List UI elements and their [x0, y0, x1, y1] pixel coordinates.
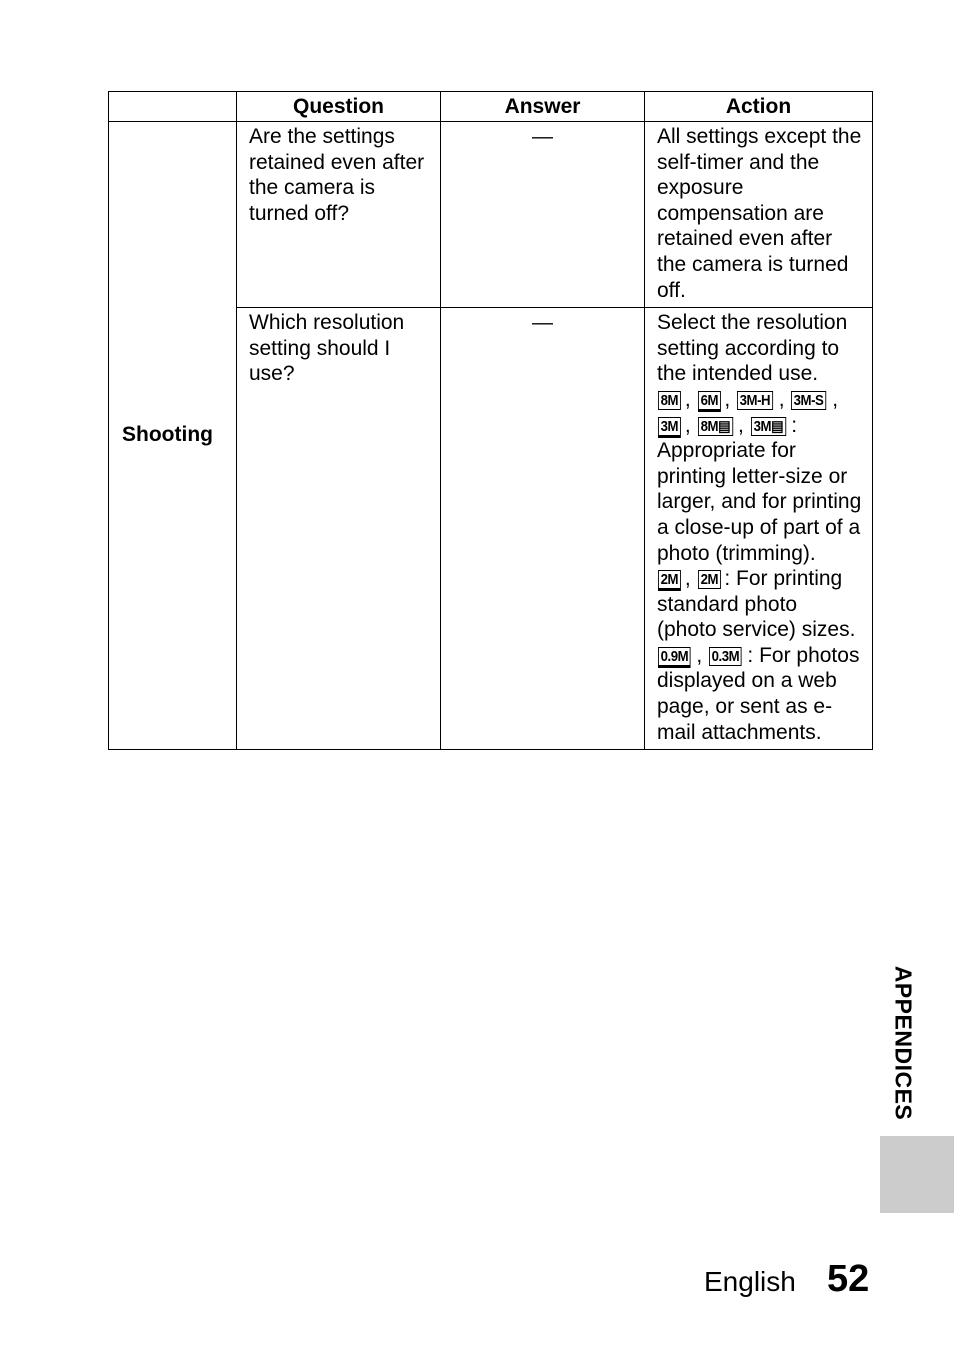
resolution-8m-burst-icon: 8M▤ [698, 417, 733, 436]
action-cell: All settings except the self-timer and the exposure compensation are retained even after the camera is turned off. [645, 122, 873, 308]
header-action: Action [645, 92, 873, 122]
section-tab [880, 1136, 954, 1213]
table-header-row [109, 92, 873, 122]
page-number: 52 [827, 1258, 870, 1300]
section-label: APPENDICES [890, 965, 917, 1121]
header-answer: Answer [441, 92, 645, 122]
header-question: Question [237, 92, 441, 122]
answer-cell: — [441, 308, 645, 750]
resolution-3m-icon: 3M [658, 417, 681, 438]
question-cell: Are the settings retained even after the camera is turned off? [237, 122, 441, 308]
answer-cell: — [441, 122, 645, 308]
resolution-2m-icon: 2M [698, 570, 721, 589]
action-group2-text: For printing standard photo (photo service) sizes. [657, 567, 856, 642]
category-cell: Shooting [109, 122, 237, 750]
resolution-3m-h-icon: 3M-H [737, 391, 773, 410]
resolution-0-3m-icon: 0.3M [709, 647, 742, 666]
troubleshooting-table [108, 91, 873, 750]
action-group3-text: For photos displayed on a web page, or sent as e-mail attachments. [657, 643, 860, 744]
action-cell: Select the resolution setting according to the intended use. 8M , 6M , 3M-H , 3M-S , 3M , 8M▤ , 3M▤ : Appropriate for printing letter-size or larger, and for printing a close-up of part of a photo (trimming). 2M , 2M : For printing standard photo (photo service) sizes. 0.9M , 0.3M : For photos displayed on a web page, or sent as e-mail attachments. [645, 308, 873, 750]
resolution-3m-burst-icon: 3M▤ [751, 417, 786, 436]
footer-language: English [704, 1266, 796, 1297]
action-intro: Select the resolution setting according to the intended use. [657, 311, 848, 386]
resolution-2m-icon: 2M [658, 570, 681, 591]
resolution-8m-icon: 8M [658, 391, 681, 410]
header-category [109, 92, 237, 122]
table-row [109, 122, 873, 308]
resolution-0-9m-icon: 0.9M [658, 647, 691, 668]
action-group1-text: Appropriate for printing letter-size or larger, and for printing a close-up of part of a photo (trimming). [657, 439, 862, 565]
resolution-6m-icon: 6M [698, 391, 721, 412]
question-cell: Which resolution setting should I use? [237, 308, 441, 750]
resolution-3m-s-icon: 3M-S [791, 391, 826, 410]
